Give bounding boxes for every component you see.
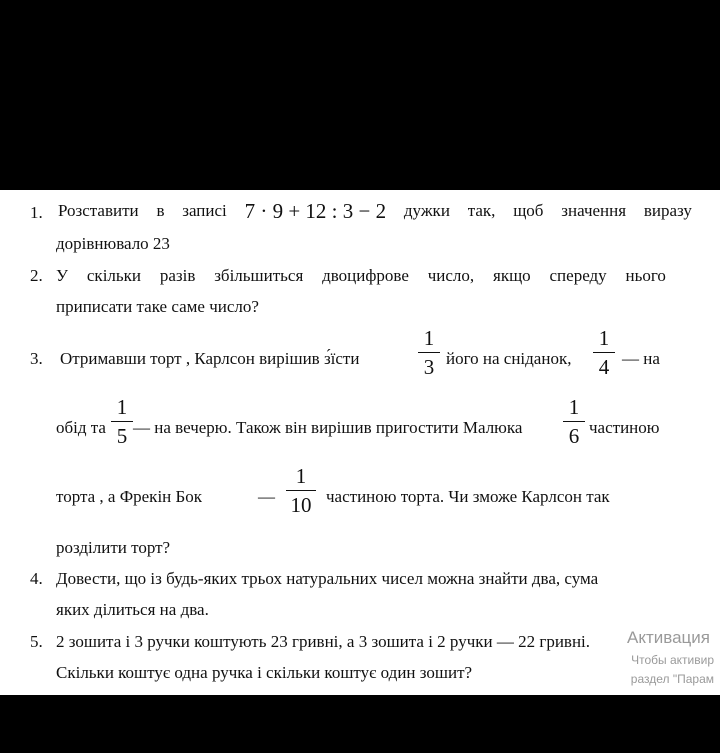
problem-1-expression: 7 · 9 + 12 : 3 − 2 xyxy=(244,199,387,223)
fraction-numerator: 1 xyxy=(116,395,128,419)
document-page xyxy=(0,190,720,695)
fraction-numerator: 1 xyxy=(568,395,580,419)
fraction-denominator: 5 xyxy=(116,424,128,448)
fraction-denominator: 3 xyxy=(423,355,435,379)
fraction-numerator: 1 xyxy=(295,464,307,488)
problem-2-word: разів xyxy=(159,266,196,285)
problem-2-word: нього xyxy=(625,266,666,285)
problem-1-word: виразу xyxy=(643,201,692,220)
problem-1-line-2: дорівнювало 23 xyxy=(56,234,170,253)
problem-1-number: 1. xyxy=(30,203,43,222)
problem-1-line-1 xyxy=(58,201,692,221)
problem-5-line-2: Скільки коштує одна ручка і скільки коштує один зошит? xyxy=(56,663,473,682)
problem-3-text-b1: обід та xyxy=(56,418,106,437)
problem-1-word: дужки xyxy=(403,201,450,220)
problem-3-text-c3: частиною торта. Чи зможе Карлсон так xyxy=(326,487,610,506)
fraction-numerator: 1 xyxy=(423,326,435,350)
problem-3-text-d1: розділити торт? xyxy=(56,538,171,557)
problem-2-word: двоцифрове xyxy=(322,266,409,285)
fraction-one-tenth xyxy=(286,464,316,517)
problem-4-line-1: Довести, що із будь-яких трьох натуральних чисел можна знайти два, сума xyxy=(56,569,599,588)
activation-watermark-line-1: Чтобы активир xyxy=(631,653,714,667)
problem-1-word: значення xyxy=(561,201,627,220)
problem-3-text-a3: — на xyxy=(622,349,660,368)
problem-3-text-b3: частиною xyxy=(589,418,660,437)
fraction-one-sixth xyxy=(563,395,585,448)
problem-3-dash: — xyxy=(258,487,275,506)
problem-3-text-b2: — на вечерю. Також він вирішив пригостити Малюка xyxy=(133,418,523,437)
problem-5-number: 5. xyxy=(30,632,43,651)
activation-watermark-line-2: раздел "Парам xyxy=(630,672,714,686)
problem-2-word: спереду xyxy=(549,266,607,285)
problem-2-number: 2. xyxy=(30,266,43,285)
problem-4-line-2: яких ділиться на два. xyxy=(56,600,209,619)
problem-3-number: 3. xyxy=(30,349,43,368)
problem-2-line-1 xyxy=(56,266,666,286)
problem-3-text-a2: його на сніданок, xyxy=(446,349,572,368)
problem-2-word: число, xyxy=(427,266,475,285)
activation-watermark-title: Активация xyxy=(627,628,710,647)
fraction-numerator: 1 xyxy=(598,326,610,350)
fraction-denominator: 4 xyxy=(598,355,610,379)
fraction-denominator: 10 xyxy=(290,493,312,517)
problem-3-text-c1: торта , а Фрекін Бок xyxy=(56,487,203,506)
problem-1-word: записі xyxy=(182,201,227,220)
fraction-denominator: 6 xyxy=(568,424,580,448)
problem-1-word: Розставити xyxy=(58,201,139,220)
fraction-one-fifth xyxy=(111,395,133,448)
problem-2-word: збільшиться xyxy=(214,266,304,285)
fraction-one-third xyxy=(418,326,440,379)
problem-4-number: 4. xyxy=(30,569,43,588)
problem-2-line-2: приписати таке саме число? xyxy=(56,297,259,316)
problem-1-word: так, xyxy=(467,201,496,220)
problem-2-word: скільки xyxy=(86,266,142,285)
problem-1-word: щоб xyxy=(513,201,544,220)
problem-2-word: У xyxy=(56,266,69,285)
problem-5-line-1: 2 зошита і 3 ручки коштують 23 гривні, а 3 зошита і 2 ручки — 22 гривні. xyxy=(56,632,591,651)
problem-1-word: в xyxy=(156,201,165,220)
problem-2-word: якщо xyxy=(493,266,531,285)
fraction-one-fourth xyxy=(593,326,615,379)
problem-3-text-a1: Отримавши торт , Карлсон вирішив з́їсти xyxy=(60,349,360,368)
